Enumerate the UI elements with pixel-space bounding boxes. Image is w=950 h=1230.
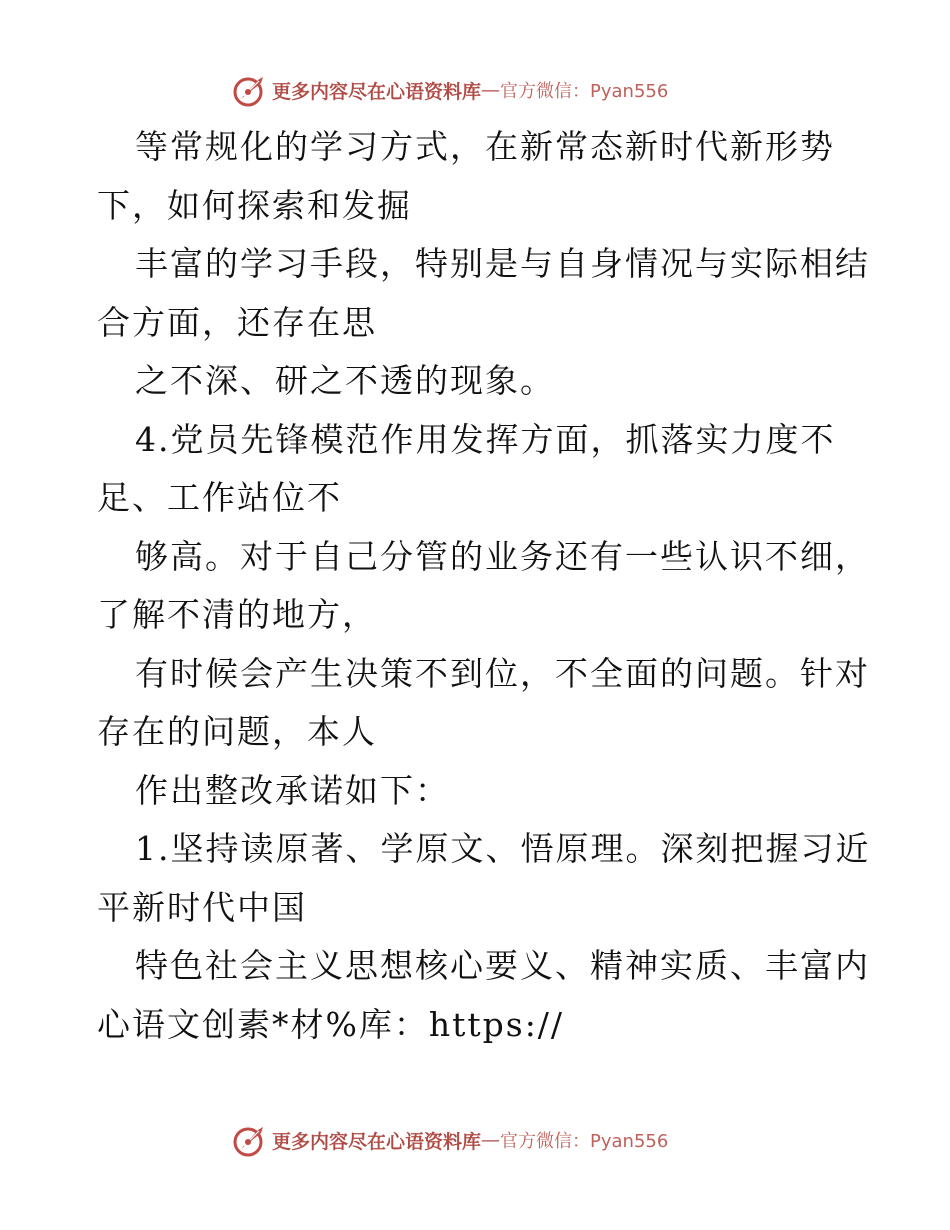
body-line: 足、工作站位不 (97, 478, 342, 517)
banner-dash: — (481, 1129, 501, 1151)
banner-dash: — (481, 79, 501, 101)
feather-pen-logo-icon (232, 1122, 268, 1158)
banner-title: 更多内容尽在心语资料库 (272, 80, 482, 103)
feather-pen-logo-icon (232, 72, 268, 108)
body-line: 4.党员先锋模范作用发挥方面，抓落实力度不 (135, 419, 836, 459)
body-line: 有时候会产生决策不到位，不全面的问题。针对 (135, 653, 870, 693)
body-line: 心语文创素*材%库：https:// (97, 1004, 565, 1044)
banner-title: 更多内容尽在心语资料库 (272, 1130, 482, 1153)
body-line: 等常规化的学习方式，在新常态新时代新形势 (135, 127, 835, 166)
body-line: 下，如何探索和发掘 (97, 185, 412, 225)
body-line: 之不深、研之不透的现象。 (135, 361, 555, 400)
body-line: 了解不清的地方， (97, 595, 377, 634)
body-line: 够高。对于自己分管的业务还有一些认识不细， (135, 536, 870, 576)
body-line: 作出整改承诺如下： (135, 770, 450, 810)
body-line: 特色社会主义思想核心要义、精神实质、丰富内 (135, 946, 870, 985)
body-line: 丰富的学习手段，特别是与自身情况与实际相结 (135, 244, 870, 283)
body-line: 平新时代中国 (97, 887, 307, 927)
body-line: 合方面，还存在思 (97, 302, 377, 342)
document-body (97, 118, 871, 1054)
body-line: 存在的问题，本人 (97, 712, 377, 751)
body-line: 1.坚持读原著、学原文、悟原理。深刻把握习近 (135, 829, 871, 868)
banner-subtitle: 官方微信：Pyan556 (500, 1131, 669, 1152)
banner-subtitle: 官方微信：Pyan556 (500, 81, 669, 102)
footer-banner (0, 1120, 950, 1160)
header-banner (0, 70, 950, 110)
